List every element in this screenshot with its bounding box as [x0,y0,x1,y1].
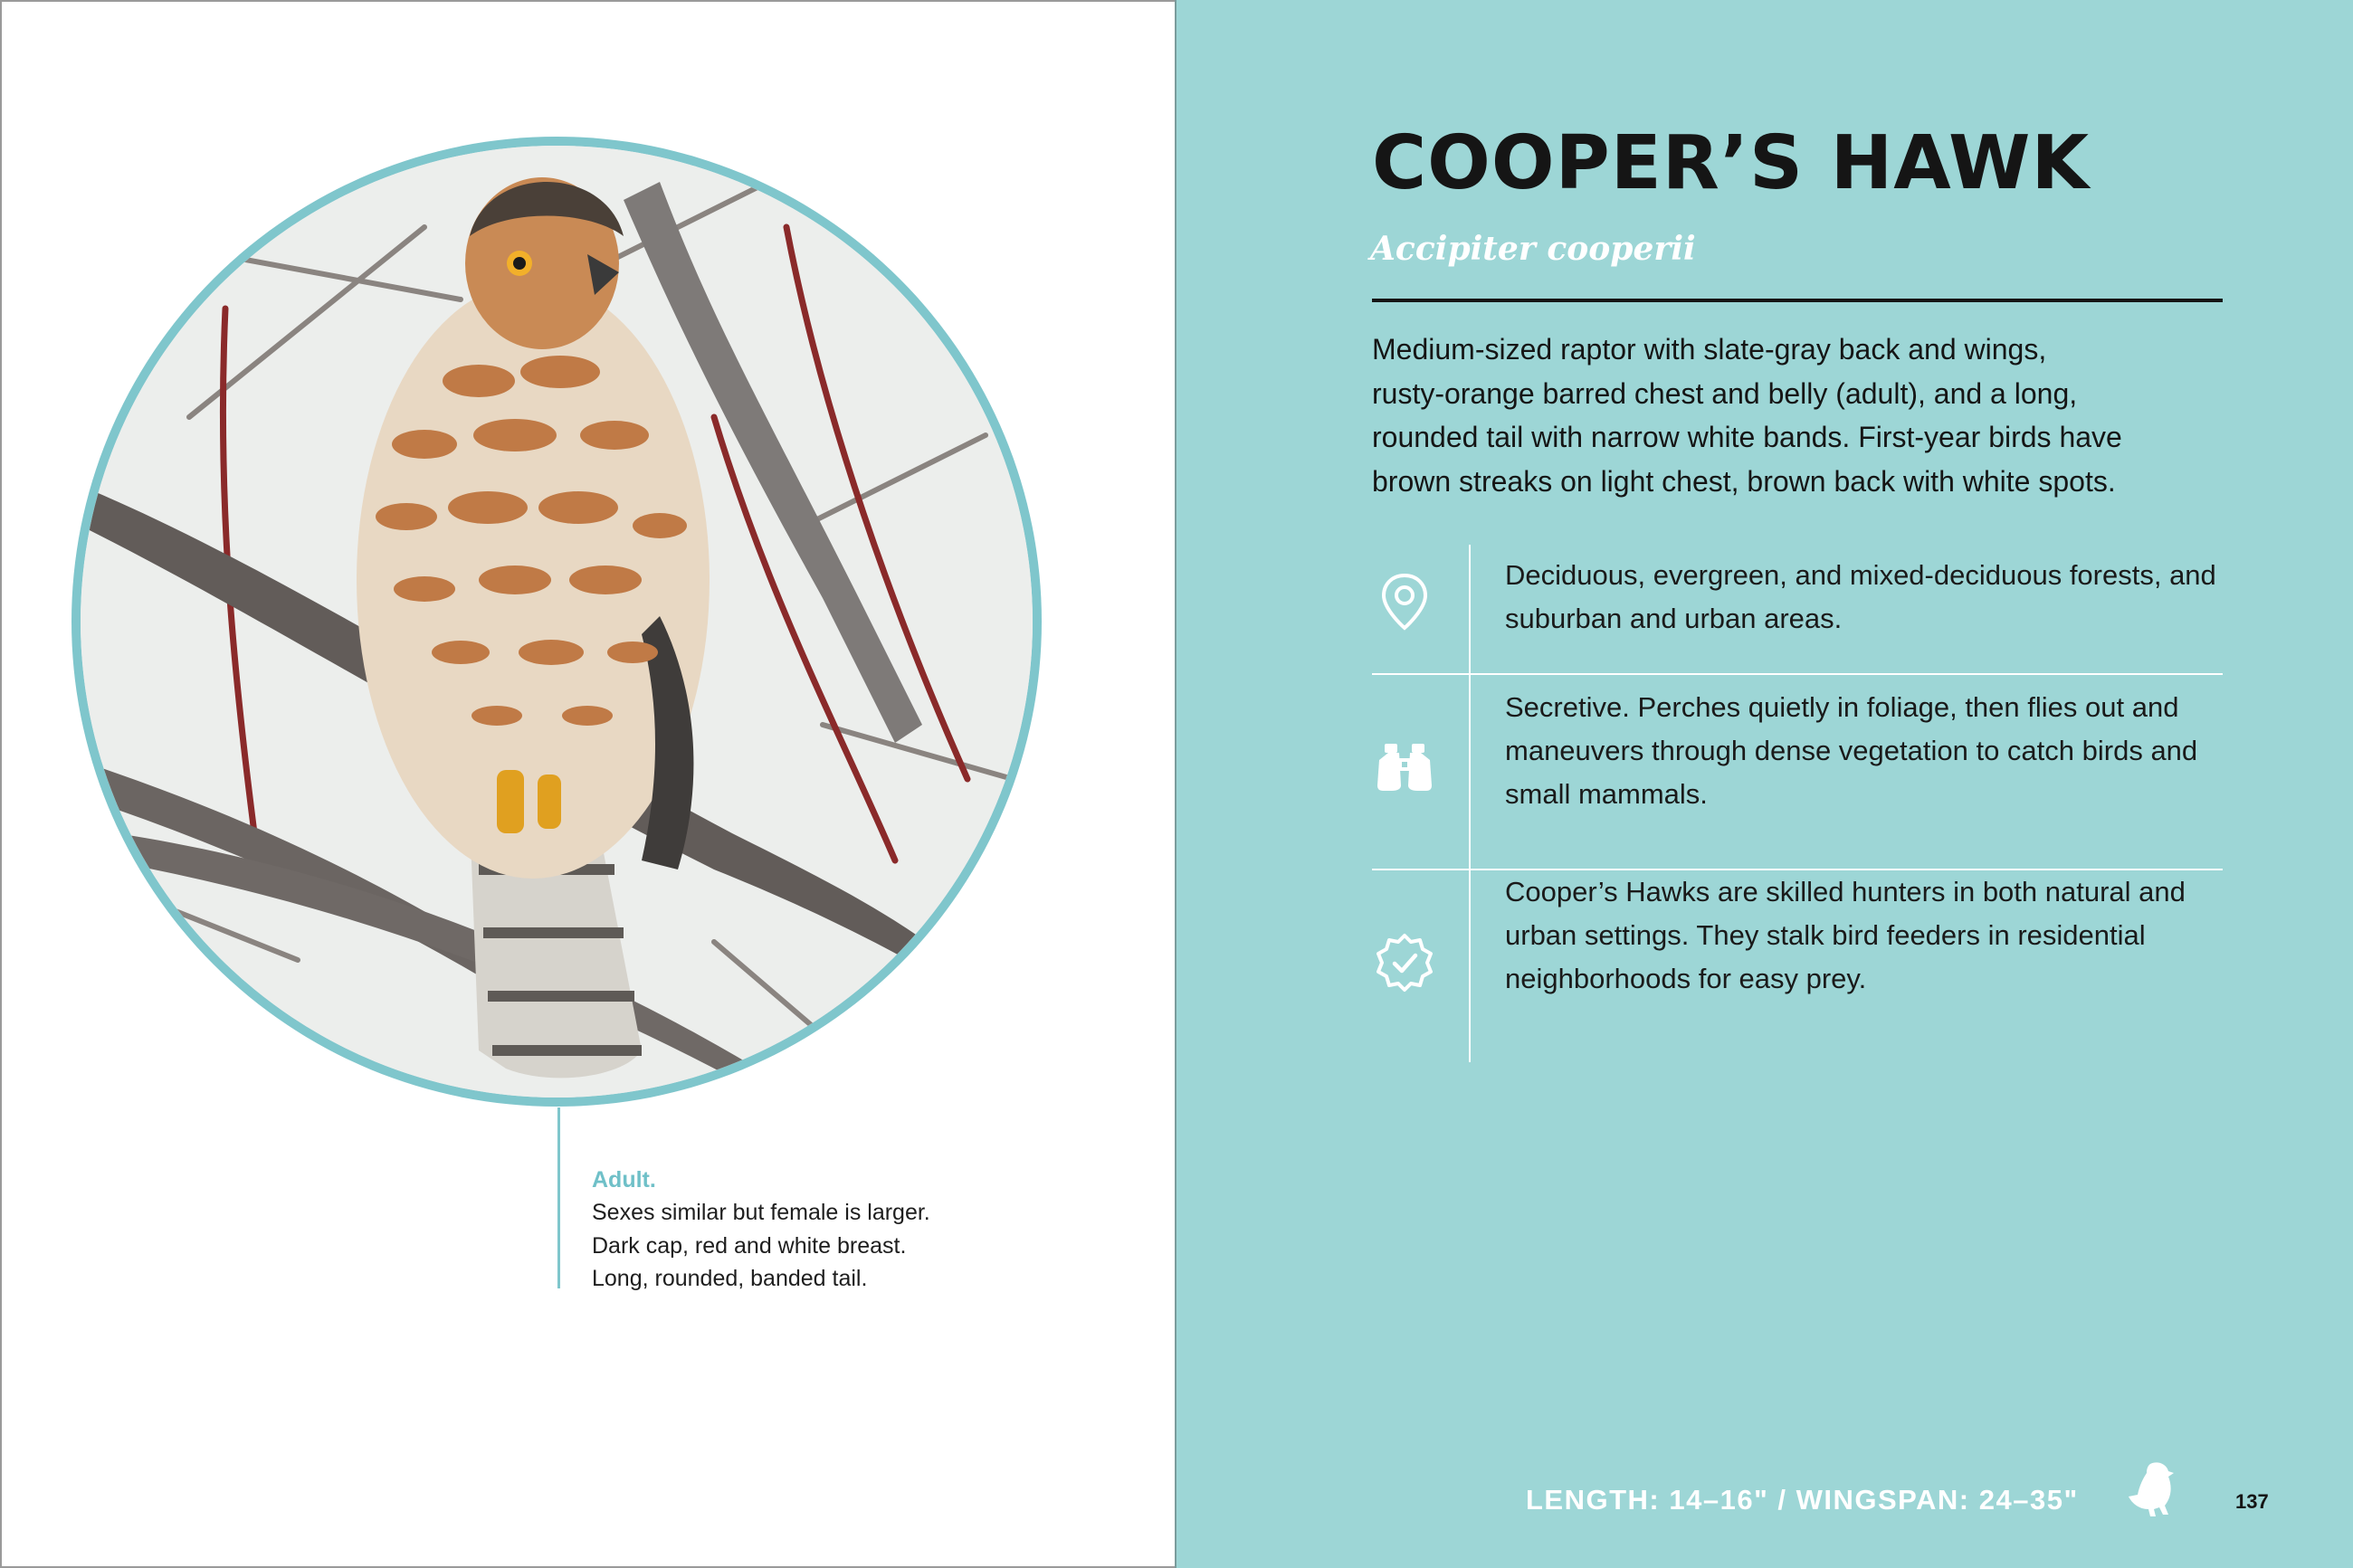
left-page [0,0,1175,1568]
photo-frame [71,137,1042,1107]
fact-line: maneuvers through dense vegetation to catch birds and [1505,735,2198,766]
caption-line: Dark cap, red and white breast. [592,1232,907,1259]
photo-caption [592,1164,1008,1296]
page-number: 137 [2235,1490,2269,1513]
title-divider [1372,299,2223,302]
description-line: Medium-sized raptor with slate-gray back and wings, [1372,333,2047,366]
fact-vertical-divider [1469,870,1471,1062]
verified-badge-icon [1372,930,1437,995]
fact-text [1505,686,2220,816]
fact-habitat [1372,545,2223,673]
binoculars-icon [1372,735,1437,800]
fact-behavior [1372,675,2223,869]
fact-line: Deciduous, evergreen, and mixed-deciduous forests, and [1505,559,2216,591]
fact-line: small mammals. [1505,778,1708,810]
fact-line: Secretive. Perches quietly in foliage, then flies out and [1505,691,2179,723]
fact-vertical-divider [1469,675,1471,869]
fact-text [1505,554,2220,641]
caption-rule [557,1107,560,1288]
caption-line: Sexes similar but female is larger. [592,1200,930,1225]
species-description [1372,328,2232,503]
description-line: brown streaks on light chest, brown back with white spots. [1372,464,2116,498]
fact-line: neighborhoods for easy prey. [1505,963,1867,994]
fact-line: suburban and urban areas. [1505,603,1843,634]
caption-title: Adult. [592,1167,656,1193]
caption-line: Long, rounded, banded tail. [592,1266,868,1291]
location-pin-icon [1372,568,1437,633]
fact-line: Cooper’s Hawks are skilled hunters in both natural and [1505,876,2186,908]
species-title: COOPER’S HAWK [1372,120,2091,206]
description-line: rusty-orange barred chest and belly (adult), and a long, [1372,376,2078,410]
perched-bird-silhouette-icon [2123,1459,2185,1520]
size-measurements: LENGTH: 14–16" / WINGSPAN: 24–35" [1526,1484,2079,1516]
hawk-photo [81,146,1033,1098]
fact-text [1505,870,2220,1001]
fact-notable [1372,870,2223,1062]
fact-line: urban settings. They stalk bird feeders in residential [1505,919,2146,951]
scientific-name: Accipiter cooperii [1370,230,1696,268]
fact-vertical-divider [1469,545,1471,673]
description-line: rounded tail with narrow white bands. First-year birds have [1372,421,2122,453]
